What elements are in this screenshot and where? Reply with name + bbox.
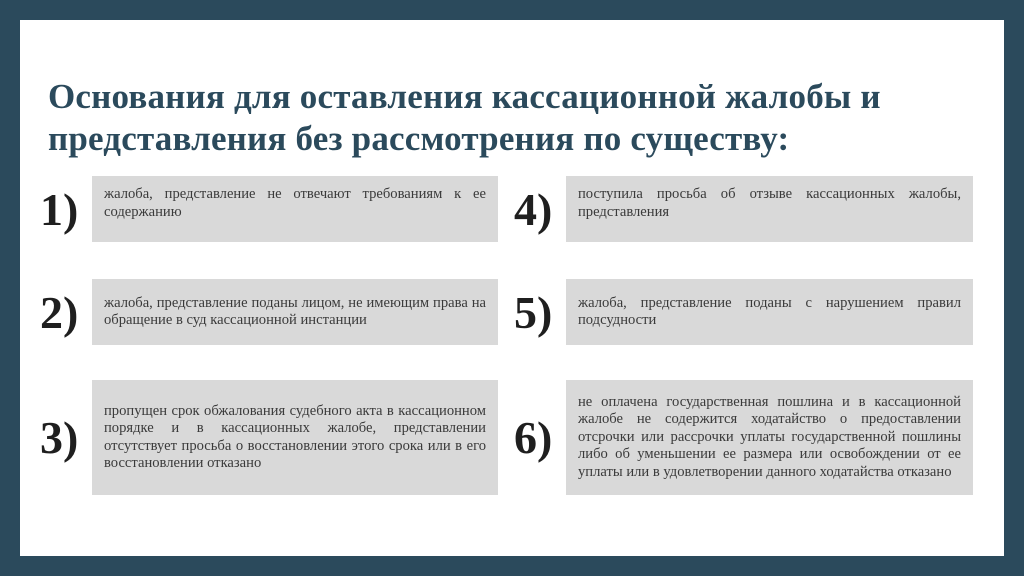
- item-text: поступила просьба об отзыве кассационных жалобы, представления: [578, 186, 961, 220]
- list-item-1: [38, 176, 498, 242]
- item-number: 1): [38, 176, 92, 242]
- item-text-box: [566, 176, 973, 242]
- item-text-box: [566, 279, 973, 345]
- slide-title: Основания для оставления кассационной жалобы и представления без рассмотрения по существу:: [48, 77, 881, 158]
- list-item-5: [512, 279, 973, 345]
- list-item-4: [512, 176, 973, 242]
- item-number: 2): [38, 279, 92, 345]
- slide: [20, 20, 1004, 556]
- list-item-6: [512, 380, 973, 495]
- list-item-2: [38, 279, 498, 345]
- item-number: 5): [512, 279, 566, 345]
- list-item-3: [38, 380, 498, 495]
- item-number: 3): [38, 380, 92, 495]
- item-text: жалоба, представление не отвечают требованиям к ее содержанию: [104, 186, 486, 220]
- item-text: жалоба, представление поданы с нарушением правил подсудности: [578, 294, 961, 328]
- item-text: не оплачена государственная пошлина и в кассационной жалобе не содержится ходатайство о предоставлении отсрочки или рассрочки уплаты государственной пошлины либо об уменьшении ее размера или освобождении от ее уплаты или в удовлетворении данного ходатайства отказано: [578, 393, 961, 480]
- item-text-box: [92, 380, 498, 495]
- item-number: 6): [512, 380, 566, 495]
- item-text-box: [92, 176, 498, 242]
- item-text-box: [92, 279, 498, 345]
- item-text: пропущен срок обжалования судебного акта в кассационном порядке и в кассационных жалобе, представлении отсутствует просьба о восстановлении этого срока или в его восстановлении отказано: [104, 402, 486, 471]
- item-text: жалоба, представление поданы лицом, не имеющим права на обращение в суд кассационной инстанции: [104, 294, 486, 328]
- item-text-box: [566, 380, 973, 495]
- item-number: 4): [512, 176, 566, 242]
